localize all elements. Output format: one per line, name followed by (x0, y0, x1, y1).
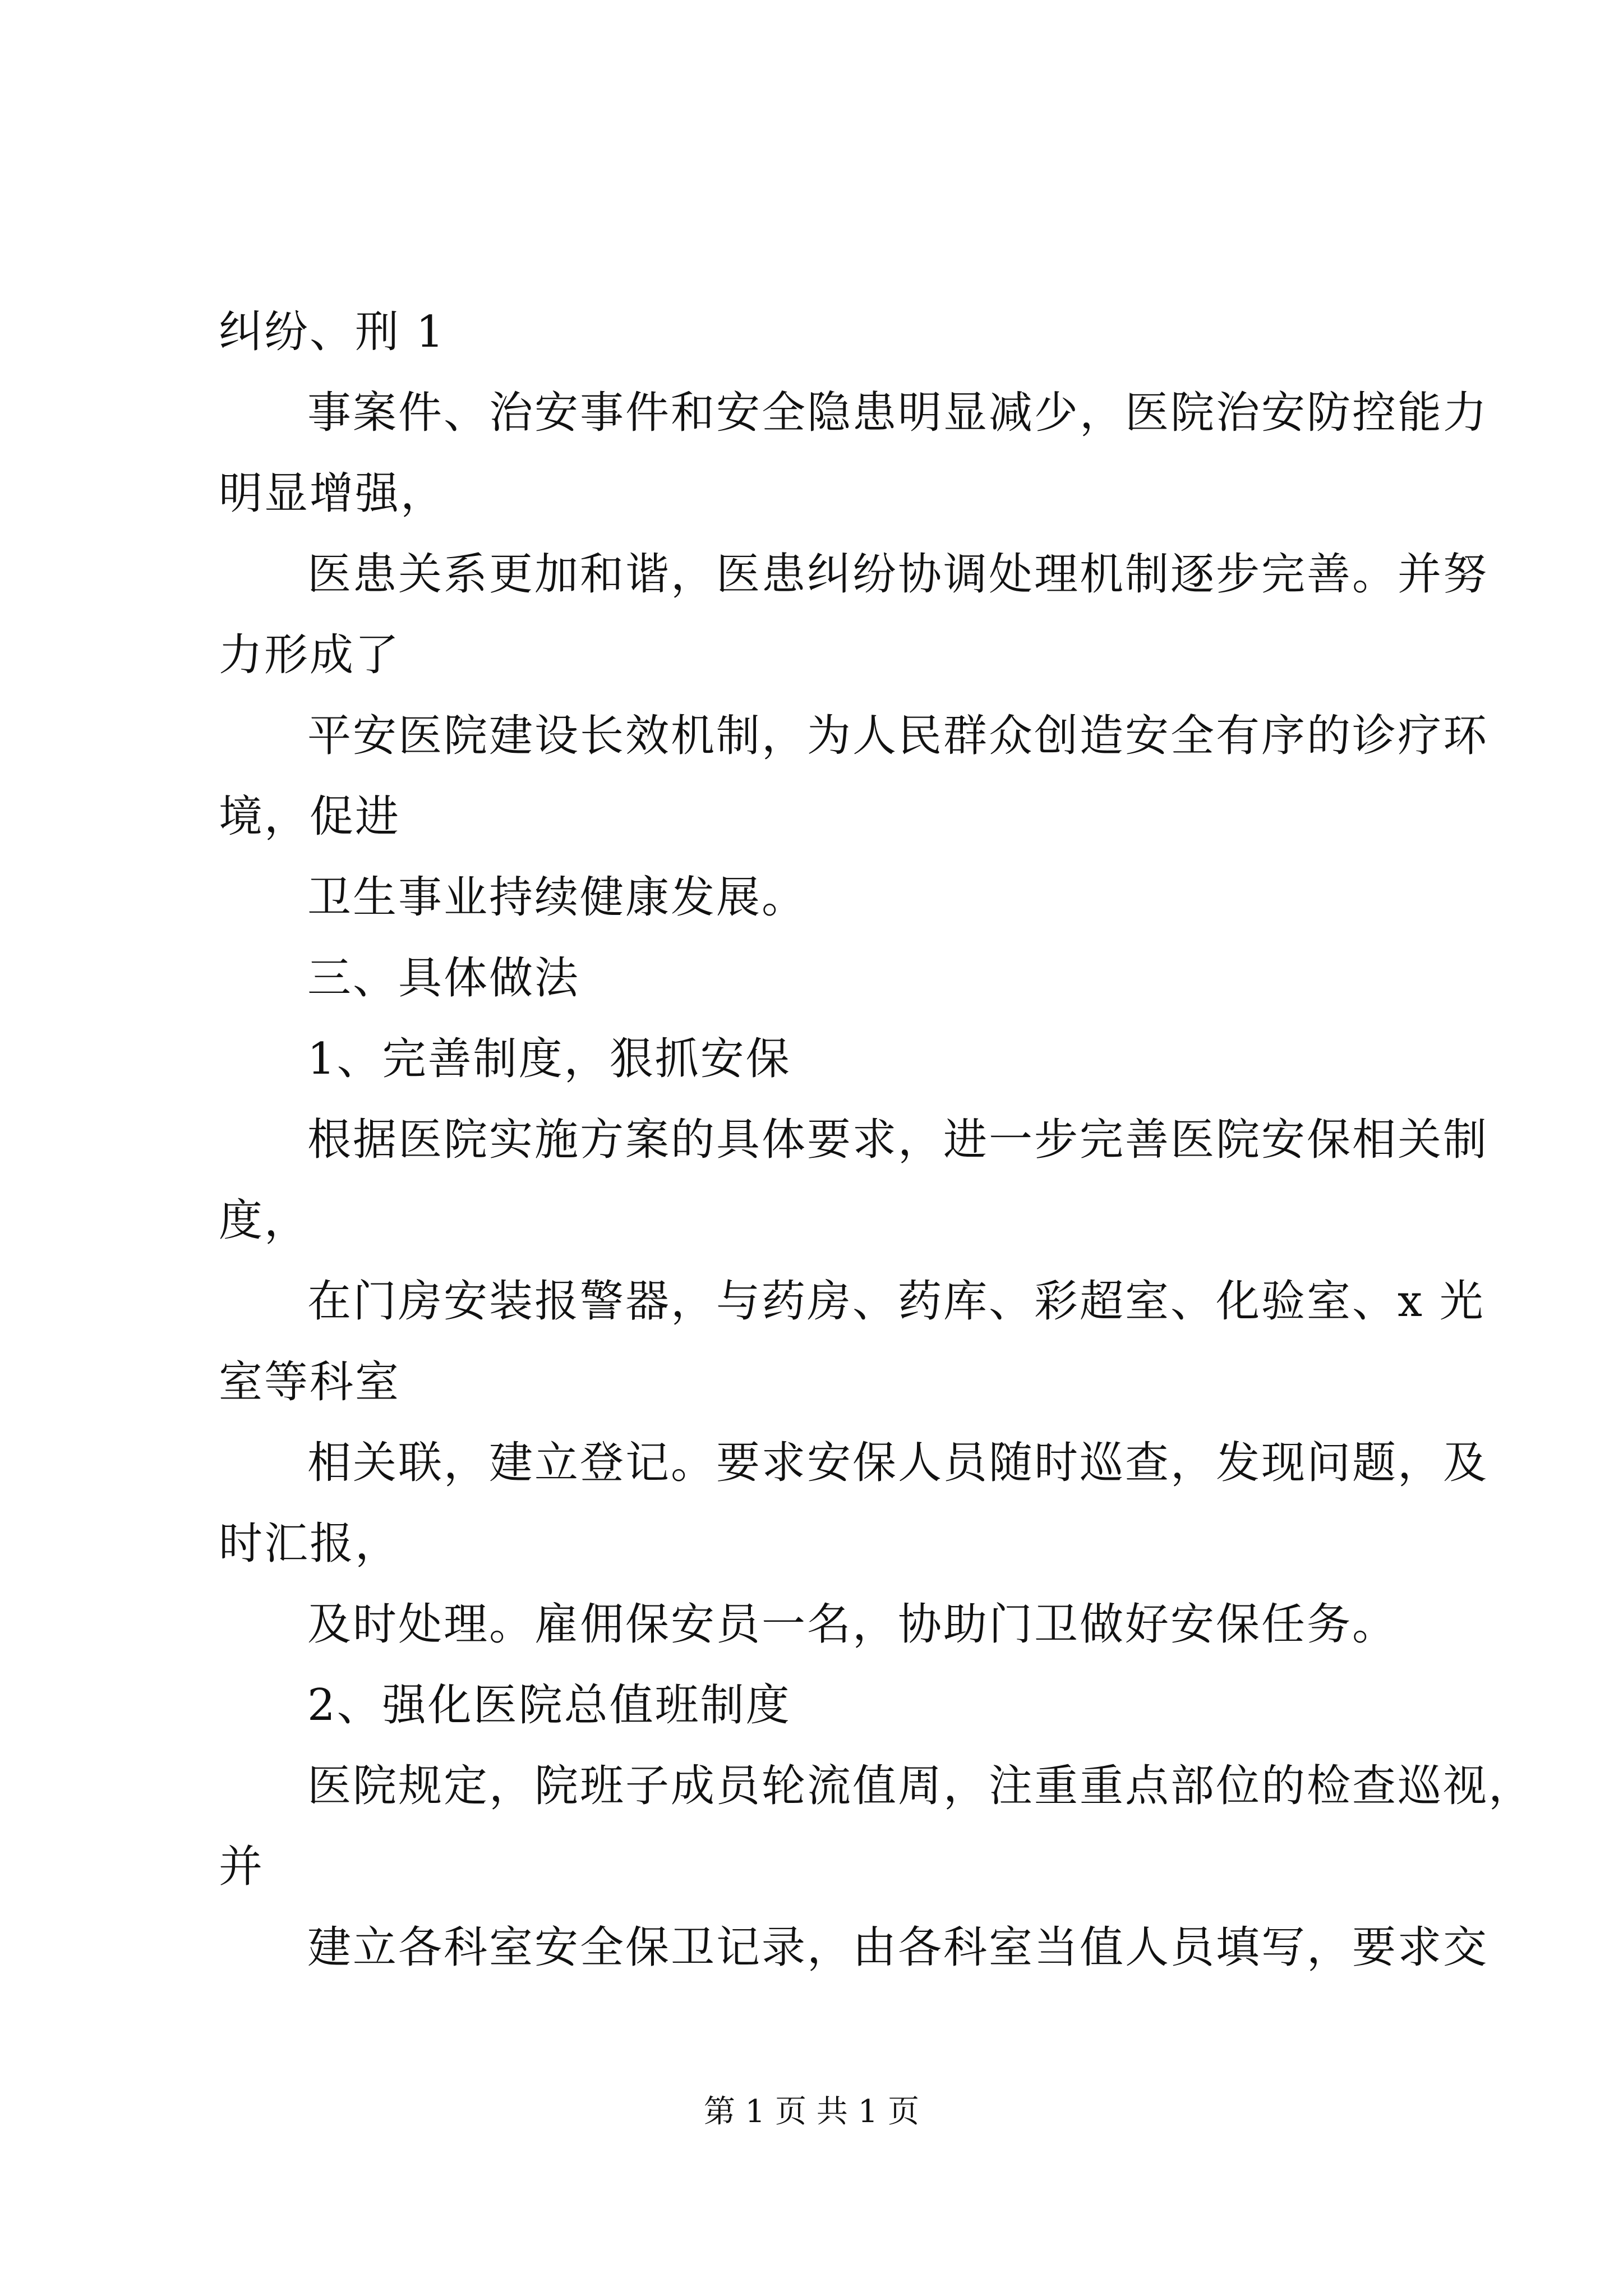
text-line: 相关联，建立登记。要求安保人员随时巡查，发现问题，及 (307, 1438, 1489, 1488)
text-line: 医院规定，院班子成员轮流值周，注重重点部位的检查巡视， (307, 1761, 1534, 1811)
text-line: 纠纷、刑 1 (219, 307, 446, 357)
text-line: 事案件、治安事件和安全隐患明显减少，医院治安防控能力 (307, 388, 1489, 438)
text-line: 室等科室 (219, 1357, 401, 1407)
text-line: 并 (219, 1842, 265, 1892)
text-line: 平安医院建设长效机制，为人民群众创造安全有序的诊疗环 (307, 711, 1489, 761)
section-heading: 三、具体做法 (307, 953, 580, 1004)
subsection-heading: 1、完善制度，狠抓安保 (307, 1034, 791, 1084)
text-line: 及时处理。雇佣保安员一名，协助门卫做好安保任务。 (307, 1599, 1398, 1650)
text-line: 医患关系更加和谐，医患纠纷协调处理机制逐步完善。并努 (307, 549, 1489, 600)
text-line: 建立各科室安全保卫记录，由各科室当值人员填写，要求交 (307, 1922, 1489, 1973)
subsection-heading: 2、强化医院总值班制度 (307, 1680, 791, 1731)
text-line: 力形成了 (219, 630, 401, 680)
text-line: 根据医院实施方案的具体要求，进一步完善医院安保相关制 (307, 1115, 1489, 1165)
text-line: 明显增强， (219, 468, 446, 519)
text-line: 在门房安装报警器，与药房、药库、彩超室、化验室、x 光 (307, 1276, 1485, 1327)
document-body (219, 292, 1534, 1988)
text-line: 度， (219, 1195, 310, 1246)
text-line: 卫生事业持续健康发展。 (307, 872, 808, 923)
text-line: 境，促进 (219, 792, 401, 842)
text-line: 时汇报， (219, 1519, 401, 1569)
page-footer: 第 1 页 共 1 页 (703, 2093, 920, 2130)
